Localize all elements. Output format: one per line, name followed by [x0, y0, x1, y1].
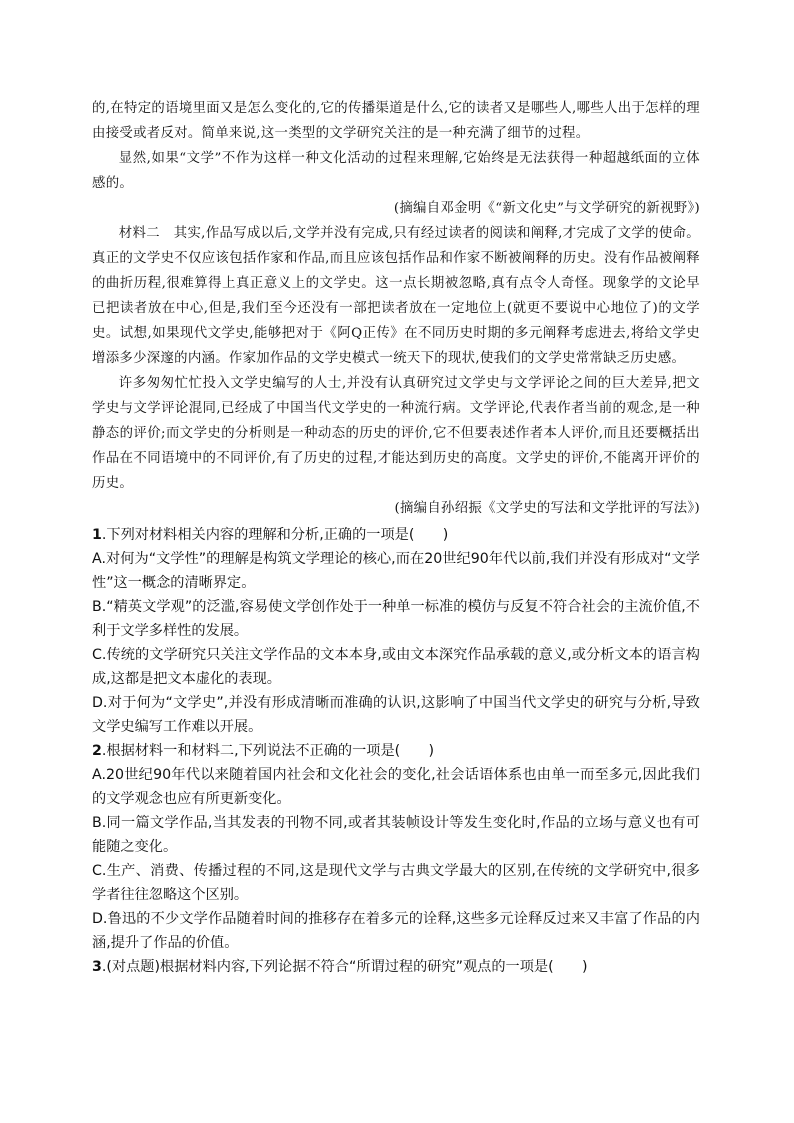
option-d: D.对于何为“文学史”,并没有形成清晰而准确的认识,这影响了中国当代文学史的研究与分析,导致文学史编写工作难以开展。: [92, 695, 700, 735]
reading-passage: [92, 96, 700, 521]
document-page: [92, 96, 700, 979]
passage-source: (摘编自邓金明《“新文化史”与文学研究的新视野》): [393, 201, 700, 216]
passage-paragraph: 的,在特定的语境里面又是怎么变化的,它的传播渠道是什么,它的读者又是哪些人,哪些人出于怎样的理由接受或者反对。简单来说,这一类型的文学研究关注的是一种充满了细节的过程。: [92, 101, 700, 141]
question-stem: [92, 955, 700, 979]
question-number: 2: [92, 743, 102, 759]
question-list: [92, 523, 700, 979]
question-text: .下列对材料相关内容的理解和分析,正确的一项是( ): [101, 527, 449, 543]
option-a: A.20世纪90年代以来随着国内社会和文化社会的变化,社会话语体系也由单一而至多元,因此我们的文学观念也应有所更新变化。: [92, 767, 700, 807]
option-a: A.对何为“文学性”的理解是构筑文学理论的核心,而在20世纪90年代以前,我们并没有形成对“文学性”这一概念的清晰界定。: [92, 551, 700, 591]
question-text: .根据材料一和材料二,下列说法不正确的一项是( ): [101, 743, 435, 759]
option-b: B.同一篇文学作品,当其发表的刊物不同,或者其装帧设计等发生变化时,作品的立场与意义也有可能随之变化。: [92, 815, 700, 855]
option-c: C.传统的文学研究只关注文学作品的文本本身,或由文本深究作品承载的意义,或分析文本的语言构成,这都是把文本虚化的表现。: [92, 647, 700, 687]
question-stem: [92, 739, 700, 763]
passage-paragraph: 许多匆匆忙忙投入文学史编写的人士,并没有认真研究过文学史与文学评论之间的巨大差异,把文学史与文学评论混同,已经成了中国当代文学史的一种流行病。文学评论,代表作者当前的观念,是一种静态的评价;而文学史的分析则是一种动态的历史的评价,它不但要表述作者本人评价,而且还要概括出作品在不同语境中的不同评价,有了历史的过程,才能达到历史的高度。文学史的评价,不能离开评价的历史。: [92, 376, 700, 491]
passage-paragraph: 显然,如果“文学”不作为这样一种文化活动的过程来理解,它始终是无法获得一种超越纸面的立体感的。: [92, 151, 700, 191]
question-stem: [92, 523, 700, 547]
question-number: 3: [92, 959, 102, 975]
passage-paragraph-material-two: 材料二 其实,作品写成以后,文学并没有完成,只有经过读者的阅读和阐释,才完成了文学的使命。真正的文学史不仅应该包括作家和作品,而且应该包括作品和作家不断被阐释的历史。没有作品被阐释的曲折历程,很难算得上真正意义上的文学史。这一点长期被忽略,真有点令人奇怪。现象学的文论早已把读者放在中心,但是,我们至今还没有一部把读者放在一定地位上(就更不要说中心地位了)的文学史。试想,如果现代文学史,能够把对于《阿Q正传》在不同历史时期的多元阐释考虑进去,将给文学史增添多少深邃的内涵。作家加作品的文学史模式一统天下的现状,使我们的文学史常常缺乏历史感。: [92, 226, 700, 366]
question-text: .(对点题)根据材料内容,下列论据不符合“所谓过程的研究”观点的一项是( ): [101, 959, 588, 975]
passage-source: (摘编自孙绍振《文学史的写法和文学批评的写法》): [394, 501, 700, 516]
option-d: D.鲁迅的不少文学作品随着时间的推移存在着多元的诠释,这些多元诠释反过来又丰富了作品的内涵,提升了作品的价值。: [92, 911, 700, 951]
question-number: 1: [92, 527, 102, 543]
option-b: B.“精英文学观”的泛滥,容易使文学创作处于一种单一标准的模仿与反复不符合社会的主流价值,不利于文学多样性的发展。: [92, 599, 700, 639]
option-c: C.生产、消费、传播过程的不同,这是现代文学与古典文学最大的区别,在传统的文学研究中,很多学者往往忽略这个区别。: [92, 863, 700, 903]
